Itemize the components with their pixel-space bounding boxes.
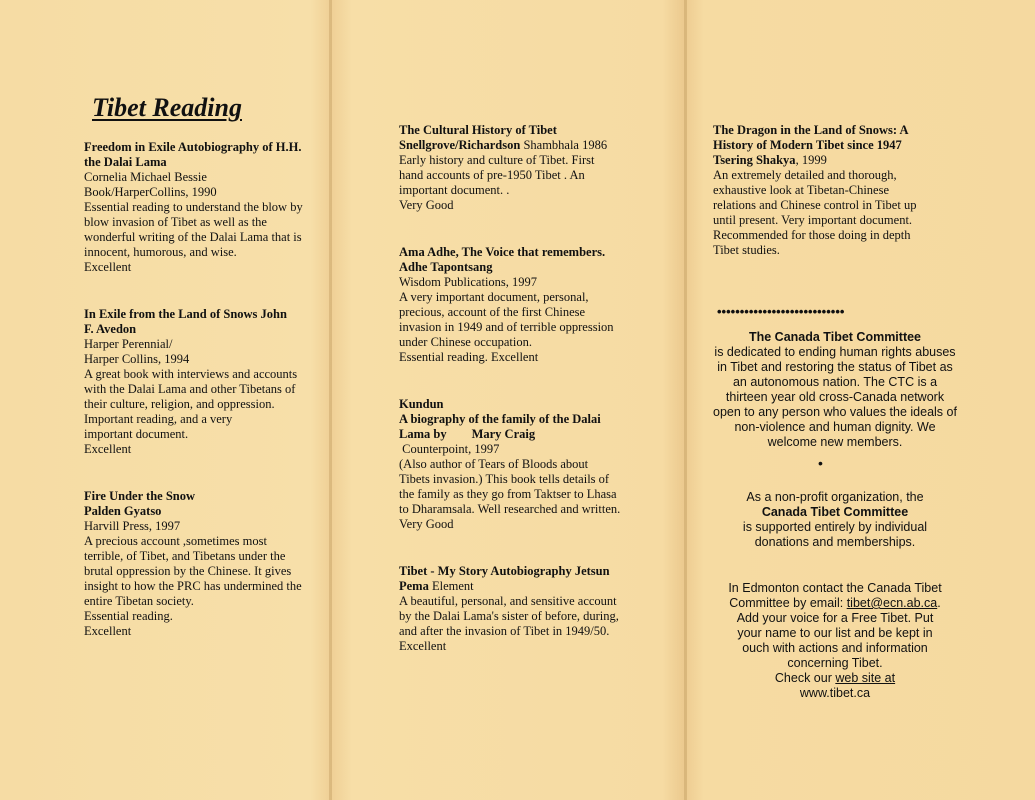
book-heading: the Dalai Lama [84,155,167,169]
website-line [700,671,970,686]
contact-text: your name to our list and be kept in [737,626,933,640]
book-rating: Very Good [399,517,454,531]
ctc-info-block [700,330,970,450]
contact-text: Add your voice for a Free Tibet. Put [736,611,934,625]
book-heading: The Dragon in the Land of Snows: A [713,123,909,137]
nonprofit-block [700,490,970,550]
email-link[interactable]: tibet@ecn.ab.ca [846,596,938,610]
book-detail: blow invasion of Tibet as well as the [84,215,267,229]
book-detail: Tibets invasion.) This book tells details of [399,472,610,486]
book-detail: Cornelia Michael Bessie [84,170,207,184]
book-rating: Very Good [399,198,454,212]
book-entry-cultural-history [399,123,669,213]
book-detail: the family as they go from Taktser to Lhasa [399,487,617,501]
book-detail: A precious account ,sometimes most [84,534,267,548]
website-text: Check our [774,671,836,685]
book-heading: Fire Under the Snow [84,489,195,503]
book-heading: Palden Gyatso [84,504,162,518]
book-heading: Lama by Mary Craig [399,427,536,441]
nonprofit-text: is supported entirely by individual [742,520,928,534]
book-heading: Kundun [399,397,444,411]
book-detail: An extremely detailed and thorough, [713,168,897,182]
book-author: Tsering Shakya [713,153,796,167]
book-detail: terrible, of Tibet, and Tibetans under the [84,549,286,563]
book-entry-tibet-my-story [399,564,669,654]
book-heading: In Exile from the Land of Snows John [84,307,287,321]
bullet-point: • [818,455,823,471]
fold-line-right [684,0,687,800]
column-left [84,140,329,639]
book-detail: wonderful writing of the Dalai Lama that is [84,230,302,244]
website-url[interactable]: www.tibet.ca [799,686,871,700]
book-heading: The Cultural History of Tibet [399,123,557,137]
book-detail: Important reading, and a very [84,412,233,426]
contact-text: Committee by email: [729,596,847,610]
book-detail: invasion in 1949 and of terrible oppression [399,320,614,334]
book-detail: A beautiful, personal, and sensitive account [399,594,617,608]
book-rating: Excellent [84,260,132,274]
contact-block [700,581,970,701]
ctc-text: open to any person who values the ideals of [713,405,957,419]
book-heading: Adhe Tapontsang [399,260,493,274]
nonprofit-text: As a non-profit organization, the [746,490,924,504]
book-detail: A great book with interviews and accounts [84,367,298,381]
ctc-text: an autonomous nation. The CTC is a [732,375,938,389]
book-detail: with the Dalai Lama and other Tibetans of [84,382,296,396]
book-detail: Harper Perennial/ [84,337,173,351]
book-detail: important document. . [399,183,510,197]
book-detail: (Also author of Tears of Bloods about [399,457,589,471]
book-detail: hand accounts of pre-1950 Tibet . An [399,168,585,182]
ctc-text: welcome new members. [767,435,903,449]
book-detail: their culture, religion, and oppression. [84,397,275,411]
ctc-text: is dedicated to ending human rights abuses [714,345,956,359]
book-author-line [399,579,669,594]
ctc-text: in Tibet and restoring the status of Tibet as [717,360,953,374]
book-entry-kundun [399,397,669,532]
contact-text: . [937,596,941,610]
book-author: Pema [399,579,429,593]
book-entry-fire-under-snow [84,489,329,639]
book-detail: Early history and culture of Tibet. First [399,153,595,167]
book-detail: to Dharamsala. Well researched and written. [399,502,621,516]
book-entry-in-exile [84,307,329,457]
book-heading: Freedom in Exile Autobiography of H.H. [84,140,302,154]
book-entry-ama-adhe [399,245,669,365]
book-detail: Essential reading. [84,609,173,623]
book-detail: precious, account of the first Chinese [399,305,586,319]
book-detail: under Chinese occupation. [399,335,532,349]
book-detail: Wisdom Publications, 1997 [399,275,538,289]
book-author: Snellgrove/Richardson [399,138,521,152]
book-detail: brutal oppression by the Chinese. It gives [84,564,292,578]
book-heading: A biography of the family of the Dalai [399,412,601,426]
book-rating: Excellent [84,624,132,638]
book-detail: and after the invasion of Tibet in 1949/50. [399,624,610,638]
book-detail: Recommended for those doing in depth [713,228,911,242]
contact-text: ouch with actions and information [742,641,928,655]
book-heading: History of Modern Tibet since 1947 [713,138,902,152]
book-entry-dragon [713,123,953,258]
book-detail: Harvill Press, 1997 [84,519,181,533]
book-heading: Ama Adhe, The Voice that remembers. [399,245,606,259]
contact-text: In Edmonton contact the Canada Tibet [728,581,942,595]
book-publisher: Shambhala 1986 [520,138,608,152]
book-detail: Harper Collins, 1994 [84,352,190,366]
book-publisher: Element [428,579,474,593]
book-rating: Excellent [399,639,447,653]
book-detail: Tibet studies. [713,243,780,257]
fold-line-left [329,0,332,800]
nonprofit-text: donations and memberships. [754,535,916,549]
book-detail: relations and Chinese control in Tibet up [713,198,917,212]
book-heading: F. Avedon [84,322,137,336]
book-detail: by the Dalai Lama's sister of before, during, [399,609,619,623]
book-detail: important document. [84,427,189,441]
book-heading: Tibet - My Story Autobiography Jetsun [399,564,610,578]
book-detail: innocent, humorous, and wise. [84,245,237,259]
ctc-text: non-violence and human dignity. We [734,420,936,434]
book-entry-freedom-in-exile [84,140,329,275]
column-middle [399,123,669,654]
book-rating: Essential reading. Excellent [399,350,539,364]
ctc-text: thirteen year old cross-Canada network [725,390,945,404]
book-publisher: , 1999 [795,153,827,167]
dotted-divider: •••••••••••••••••••••••••••• [717,304,845,319]
nonprofit-org-name: Canada Tibet Committee [761,505,909,519]
book-detail: entire Tibetan society. [84,594,194,608]
website-link[interactable]: web site at [835,671,896,685]
book-detail: Counterpoint, 1997 [399,442,500,456]
book-rating: Excellent [84,442,132,456]
contact-text: concerning Tibet. [787,656,883,670]
book-detail: Book/HarperCollins, 1990 [84,185,217,199]
book-detail: Essential reading to understand the blow by [84,200,303,214]
contact-email-line [700,596,970,611]
book-detail: insight to how the PRC has undermined the [84,579,302,593]
column-right-book [713,123,953,258]
book-author-line [399,138,669,153]
page-title: Tibet Reading [92,93,242,122]
ctc-title: The Canada Tibet Committee [748,330,922,344]
book-detail: exhaustive look at Tibetan-Chinese [713,183,890,197]
book-detail: A very important document, personal, [399,290,589,304]
book-detail: until present. Very important document. [713,213,913,227]
book-author-line [713,153,953,168]
